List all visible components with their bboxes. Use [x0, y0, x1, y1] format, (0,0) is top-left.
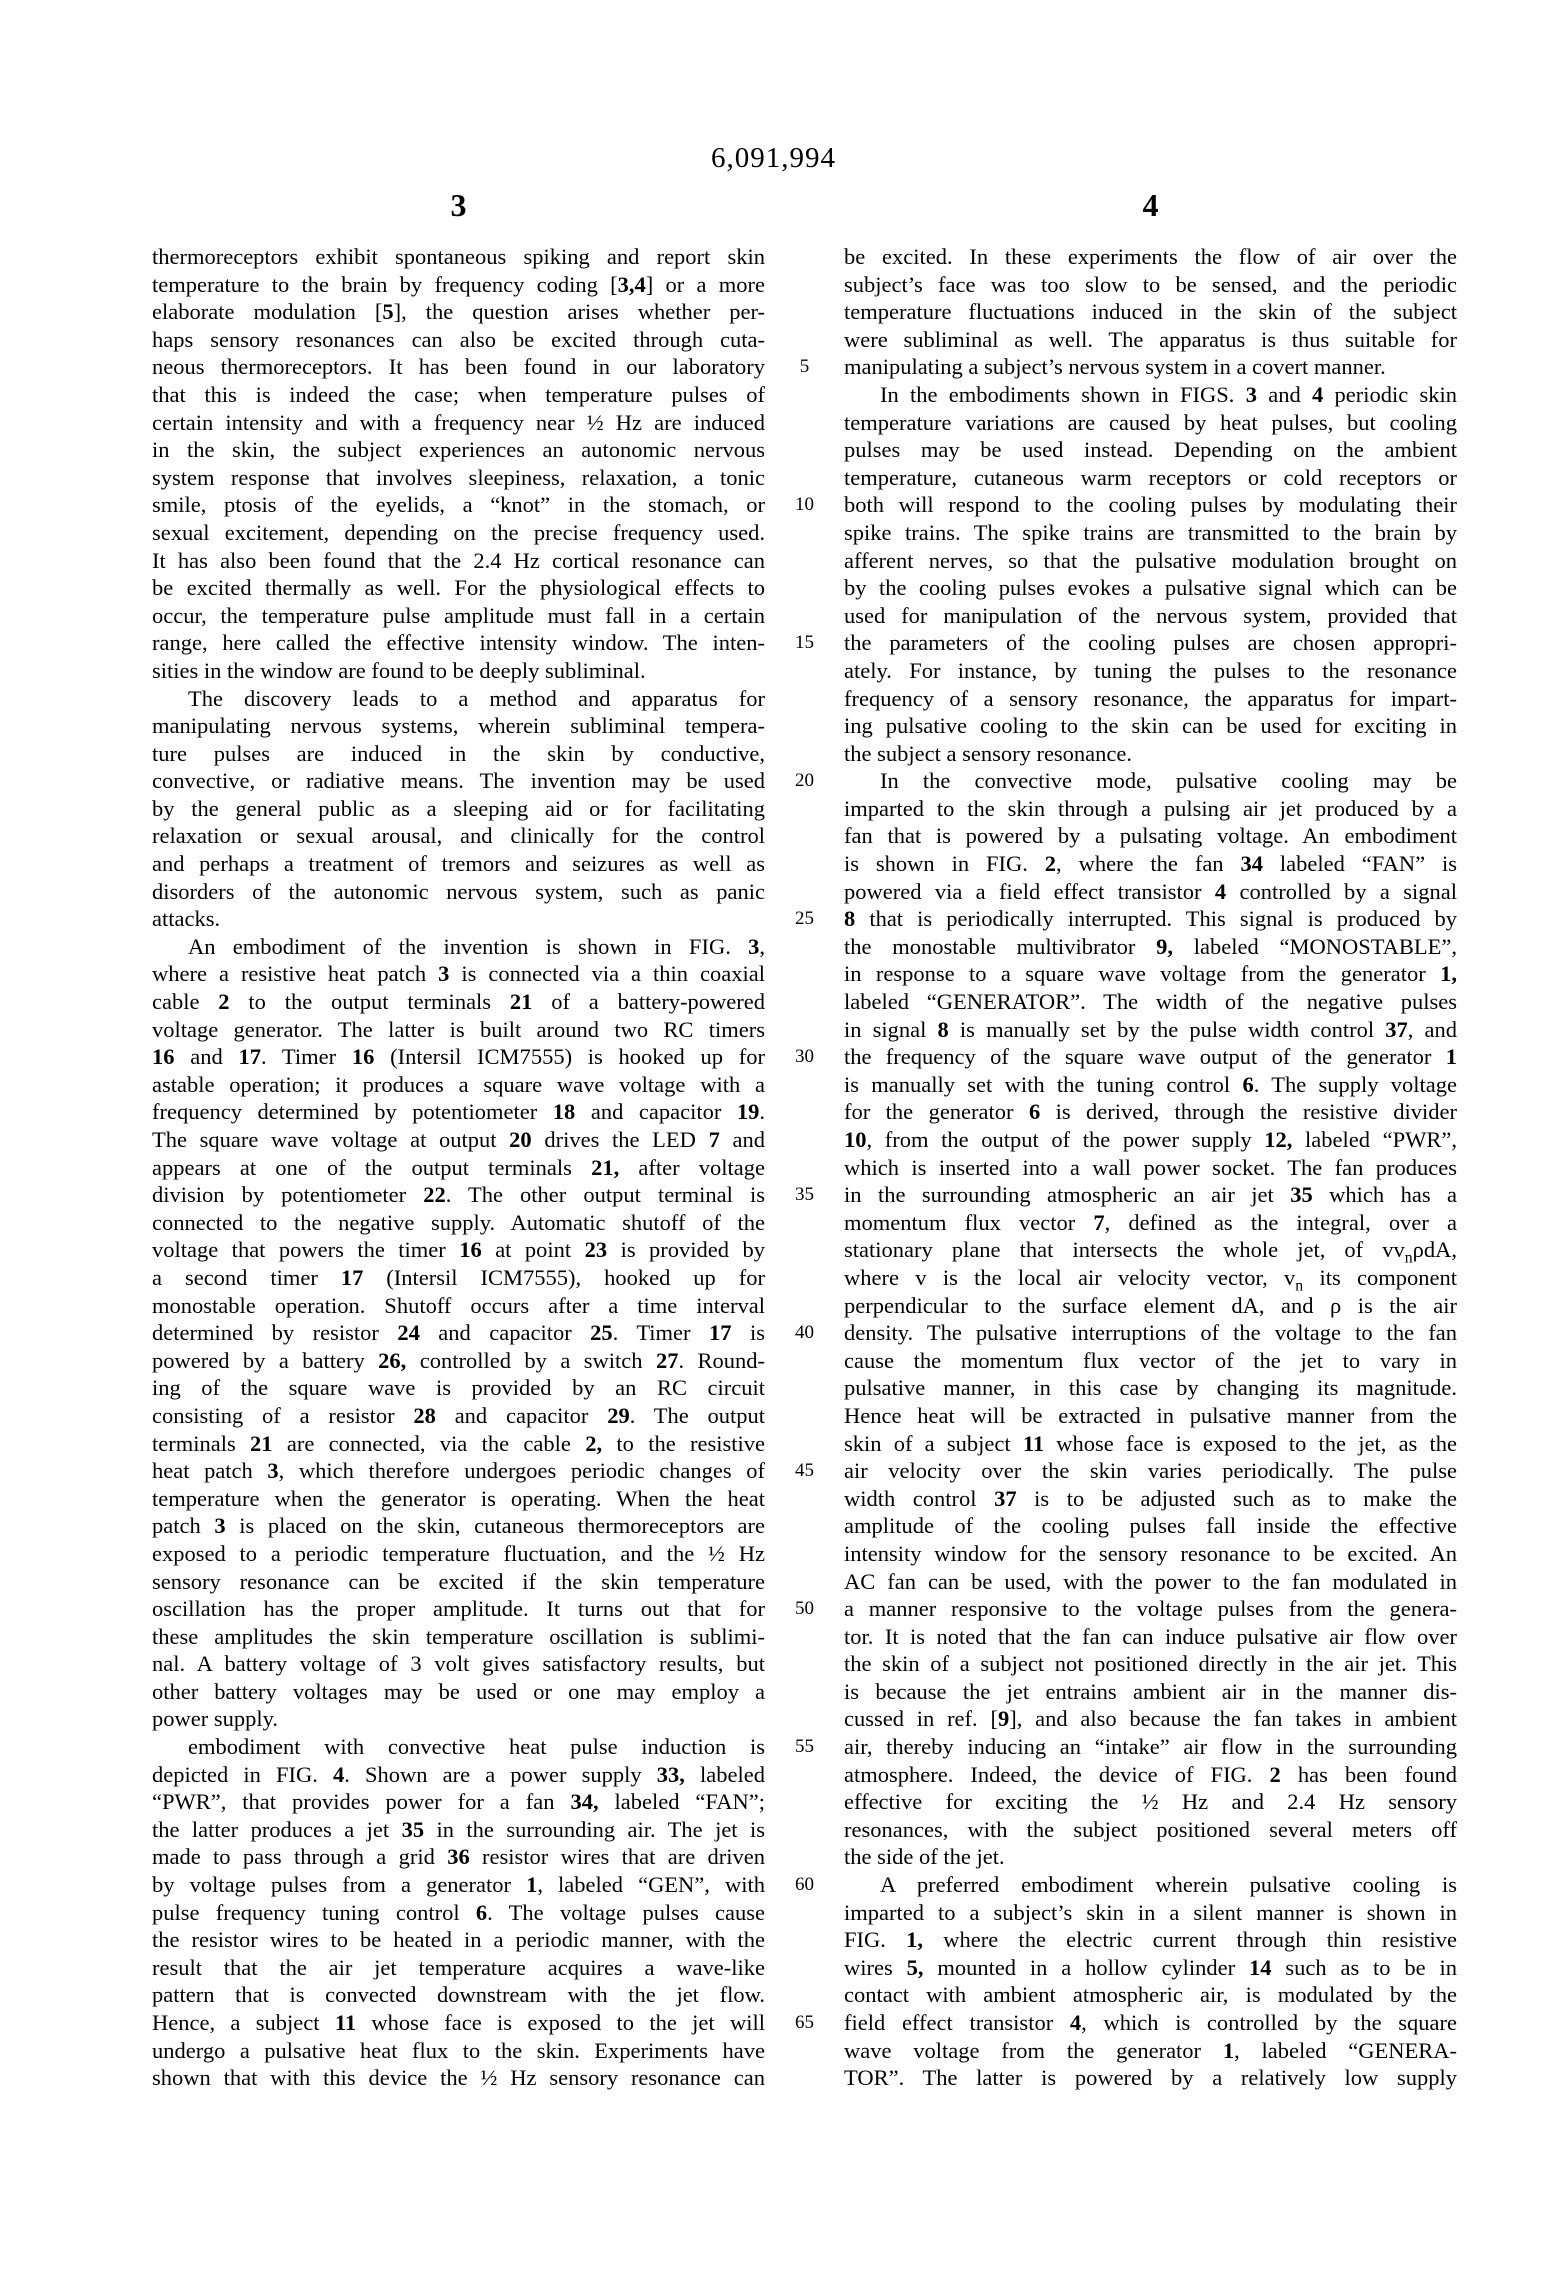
- text-line: momentum flux vector 7, defined as the integral, over a: [844, 1209, 1457, 1235]
- text-line: stationary plane that intersects the whole jet, of $vv_n\rho dA$,: [844, 1237, 1457, 1267]
- text-line: width control 37 is to be adjusted such as to make the: [844, 1485, 1457, 1511]
- text-line: air, thereby inducing an “intake” air flow in the surrounding: [844, 1734, 1457, 1760]
- text-line: powered by a battery 26, controlled by a switch 27. Round-: [152, 1347, 765, 1373]
- text-line: the frequency of the square wave output of the generator 1: [844, 1044, 1457, 1070]
- text-line: the latter produces a jet 35 in the surrounding air. The jet is: [152, 1816, 765, 1842]
- text-line: cause the momentum flux vector of the jet to vary in: [844, 1347, 1457, 1373]
- line-number: 55: [795, 1736, 814, 1758]
- line-number: 5: [799, 356, 810, 378]
- line-number-gutter: [765, 243, 844, 2092]
- text-line: FIG. 1, where the electric current through thin resistive: [844, 1927, 1457, 1953]
- page-content: [152, 187, 1457, 2092]
- text-line: the subject a sensory resonance.: [844, 740, 1133, 766]
- line-number: 40: [795, 1322, 814, 1344]
- text-line: attacks.: [152, 906, 221, 932]
- text-line: is manually set with the tuning control 6. The supply voltage: [844, 1071, 1457, 1097]
- text-line: frequency determined by potentiometer 18 and capacitor 19.: [152, 1099, 765, 1125]
- columns-row: [152, 243, 1457, 2092]
- text-line: cussed in ref. [9], and also because the fan takes in ambient: [844, 1706, 1457, 1732]
- text-line: 16 and 17. Timer 16 (Intersil ICM7555) is hooked up for: [152, 1044, 765, 1070]
- text-line: where v is the local air velocity vector, $v_n$ its component: [844, 1264, 1457, 1295]
- text-line: a manner responsive to the voltage pulses from the genera-: [844, 1596, 1457, 1622]
- text-line: tor. It is noted that the fan can induce pulsative air flow over: [844, 1623, 1457, 1649]
- text-line: powered via a field effect transistor 4 controlled by a signal: [844, 878, 1457, 904]
- text-line: both will respond to the cooling pulses by modulating their: [844, 492, 1457, 518]
- text-line: sensory resonance can be excited if the skin temperature: [152, 1568, 765, 1594]
- text-line: The square wave voltage at output 20 drives the LED 7 and: [152, 1127, 765, 1152]
- text-line: smile, ptosis of the eyelids, a “knot” in the stomach, or: [152, 492, 765, 518]
- text-line: wires 5, mounted in a hollow cylinder 14 such as to be in: [844, 1954, 1457, 1980]
- text-line: neous thermoreceptors. It has been found in our laboratory: [152, 354, 765, 380]
- text-line: pattern that is convected downstream with the jet flow.: [152, 1982, 765, 2008]
- text-line: labeled “GENERATOR”. The width of the negative pulses: [844, 989, 1457, 1015]
- text-line: determined by resistor 24 and capacitor 25. Timer 17 is: [152, 1320, 765, 1346]
- text-line: In the convective mode, pulsative cooling may be: [880, 768, 1457, 794]
- text-line: voltage that powers the timer 16 at point 23 is provided by: [152, 1237, 765, 1263]
- text-line: power supply.: [152, 1706, 279, 1732]
- text-line: temperature to the brain by frequency coding [3,4] or a more: [152, 271, 765, 297]
- text-line: monostable operation. Shutoff occurs after a time interval: [152, 1292, 765, 1318]
- text-line: 10, from the output of the power supply 12, labeled “PWR”,: [844, 1127, 1457, 1152]
- text-line: voltage generator. The latter is built around two RC timers: [152, 1016, 765, 1042]
- text-line: temperature fluctuations induced in the skin of the subject: [844, 299, 1457, 325]
- text-line: the side of the jet.: [844, 1844, 1005, 1870]
- text-line: which is inserted into a wall power socket. The fan produces: [844, 1154, 1457, 1180]
- text-line: imparted to a subject’s skin in a silent manner is shown in: [844, 1899, 1457, 1925]
- text-line: disorders of the autonomic nervous system, such as panic: [152, 878, 765, 904]
- text-line: skin of a subject 11 whose face is exposed to the jet, as the: [844, 1430, 1458, 1456]
- text-line: other battery voltages may be used or one may employ a: [152, 1678, 765, 1704]
- text-line: Hence heat will be extracted in pulsative manner from the: [844, 1402, 1457, 1428]
- text-line: division by potentiometer 22. The other output terminal is: [152, 1182, 765, 1208]
- text-line: in signal 8 is manually set by the pulse width control 37, and: [844, 1016, 1457, 1042]
- text-line: occur, the temperature pulse amplitude must fall in a certain: [152, 602, 765, 628]
- text-line: where a resistive heat patch 3 is connected via a thin coaxial: [152, 961, 765, 987]
- text-line: haps sensory resonances can also be excited through cuta-: [152, 326, 765, 352]
- text-line: It has also been found that the 2.4 Hz cortical resonance can: [152, 547, 765, 573]
- text-line: intensity window for the sensory resonance to be excited. An: [844, 1540, 1457, 1566]
- text-line: afferent nerves, so that the pulsative modulation brought on: [844, 547, 1457, 573]
- text-line: exposed to a periodic temperature fluctuation, and the ½ Hz: [152, 1540, 765, 1566]
- text-line: in the surrounding atmospheric an air jet 35 which has a: [844, 1182, 1457, 1208]
- text-line: the parameters of the cooling pulses are chosen appropri-: [844, 630, 1457, 656]
- text-line: temperature variations are caused by heat pulses, but cooling: [844, 409, 1457, 435]
- text-line: certain intensity and with a frequency near ½ Hz are induced: [152, 409, 765, 435]
- column-headers: [152, 187, 1457, 223]
- text-line: heat patch 3, which therefore undergoes periodic changes of: [152, 1458, 765, 1484]
- text-line: density. The pulsative interruptions of the voltage to the fan: [844, 1320, 1457, 1346]
- text-line: frequency of a sensory resonance, the apparatus for impart-: [844, 685, 1457, 711]
- text-line: elaborate modulation [5], the question arises whether per-: [152, 299, 765, 325]
- text-line: by the cooling pulses evokes a pulsative signal which can be: [844, 575, 1457, 601]
- line-number: 30: [795, 1046, 814, 1068]
- text-line: “PWR”, that provides power for a fan 34, labeled “FAN”;: [152, 1789, 765, 1815]
- text-line: relaxation or sexual arousal, and clinically for the control: [152, 823, 765, 849]
- text-line: effective for exciting the ½ Hz and 2.4 Hz sensory: [844, 1789, 1457, 1815]
- text-line: contact with ambient atmospheric air, is modulated by the: [844, 1982, 1457, 2008]
- line-number: 50: [795, 1598, 814, 1620]
- text-line: thermoreceptors exhibit spontaneous spiking and report skin: [152, 244, 765, 269]
- text-line: depicted in FIG. 4. Shown are a power supply 33, labeled: [152, 1761, 766, 1787]
- text-line: system response that involves sleepiness, relaxation, a tonic: [152, 464, 765, 490]
- text-line: terminals 21 are connected, via the cable 2, to the resistive: [152, 1430, 765, 1456]
- text-line: ing of the square wave is provided by an RC circuit: [152, 1375, 765, 1401]
- text-line: pulses may be used instead. Depending on the ambient: [844, 437, 1457, 463]
- text-line: sexual excitement, depending on the precise frequency used.: [152, 519, 765, 545]
- text-line: field effect transistor 4, which is controlled by the square: [844, 2010, 1457, 2035]
- text-line: A preferred embodiment wherein pulsative cooling is: [880, 1872, 1457, 1898]
- text-line: is shown in FIG. 2, where the fan 34 labeled “FAN” is: [844, 851, 1457, 877]
- text-line: temperature when the generator is operating. When the heat: [152, 1485, 765, 1511]
- text-line: the monostable multivibrator 9, labeled “MONOSTABLE”,: [844, 933, 1458, 959]
- text-line: result that the air jet temperature acquires a wave-like: [152, 1954, 765, 1980]
- text-line: AC fan can be used, with the power to the fan modulated in: [844, 1568, 1457, 1594]
- text-line: fan that is powered by a pulsating voltage. An embodiment: [844, 823, 1457, 849]
- text-line: ture pulses are induced in the skin by conductive,: [152, 740, 765, 766]
- line-number: 60: [795, 1874, 814, 1896]
- text-line: appears at one of the output terminals 21, after voltage: [152, 1154, 765, 1180]
- text-line: temperature, cutaneous warm receptors or cold receptors or: [844, 464, 1457, 490]
- text-line: the skin of a subject not positioned directly in the air jet. This: [844, 1651, 1457, 1677]
- text-line: consisting of a resistor 28 and capacitor 29. The output: [152, 1402, 766, 1428]
- text-line: shown that with this device the ½ Hz sensory resonance can: [152, 2065, 765, 2091]
- text-line: amplitude of the cooling pulses fall inside the effective: [844, 1513, 1457, 1539]
- text-line: connected to the negative supply. Automatic shutoff of the: [152, 1209, 765, 1235]
- right-column-text: [844, 243, 1457, 2092]
- text-line: imparted to the skin through a pulsing air jet produced by a: [844, 795, 1457, 821]
- text-line: oscillation has the proper amplitude. It turns out that for: [152, 1596, 765, 1622]
- column-number-left: 3: [450, 187, 467, 223]
- text-line: used for manipulation of the nervous system, provided that: [844, 602, 1457, 628]
- text-line: range, here called the effective intensity window. The inten-: [152, 630, 765, 656]
- text-line: resonances, with the subject positioned several meters off: [844, 1816, 1457, 1842]
- patent-number: 6,091,994: [711, 142, 836, 174]
- line-number: 20: [795, 770, 814, 792]
- text-line: perpendicular to the surface element dA, and ρ is the air: [844, 1292, 1457, 1318]
- text-line: manipulating nervous systems, wherein subliminal tempera-: [152, 713, 765, 739]
- text-line: a second timer 17 (Intersil ICM7555), hooked up for: [152, 1264, 765, 1290]
- text-line: pulse frequency tuning control 6. The voltage pulses cause: [152, 1899, 765, 1925]
- text-line: TOR”. The latter is powered by a relatively low supply: [844, 2065, 1457, 2091]
- line-number: 65: [795, 2012, 814, 2034]
- line-number: 10: [795, 494, 814, 516]
- text-line: these amplitudes the skin temperature oscillation is sublimi-: [152, 1623, 765, 1649]
- text-line: patch 3 is placed on the skin, cutaneous thermoreceptors are: [152, 1513, 765, 1539]
- text-line: and perhaps a treatment of tremors and seizures as well as: [152, 851, 765, 877]
- text-line: cable 2 to the output terminals 21 of a battery-powered: [152, 989, 766, 1015]
- text-line: ately. For instance, by tuning the pulses to the resonance: [844, 657, 1457, 683]
- text-line: that this is indeed the case; when temperature pulses of: [152, 381, 765, 407]
- text-line: ing pulsative cooling to the skin can be used for exciting in: [844, 713, 1457, 739]
- text-line: Hence, a subject 11 whose face is exposed to the jet will: [152, 2010, 765, 2035]
- text-line: were subliminal as well. The apparatus is thus suitable for: [844, 326, 1457, 352]
- text-line: wave voltage from the generator 1, labeled “GENERA-: [844, 2037, 1457, 2063]
- text-line: sities in the window are found to be deeply subliminal.: [152, 657, 646, 683]
- text-line: the resistor wires to be heated in a periodic manner, with the: [152, 1927, 765, 1953]
- text-line: pulsative manner, in this case by changing its magnitude.: [844, 1375, 1457, 1401]
- text-line: by voltage pulses from a generator 1, labeled “GEN”, with: [152, 1872, 765, 1898]
- text-line: astable operation; it produces a square wave voltage with a: [152, 1071, 765, 1097]
- line-number: 35: [795, 1184, 814, 1206]
- text-line: undergo a pulsative heat flux to the skin. Experiments have: [152, 2037, 765, 2063]
- text-line: In the embodiments shown in FIGS. 3 and 4 periodic skin: [880, 381, 1457, 407]
- text-line: air velocity over the skin varies periodically. The pulse: [844, 1458, 1457, 1484]
- text-line: by the general public as a sleeping aid or for facilitating: [152, 795, 765, 821]
- text-line: in response to a square wave voltage from the generator 1,: [844, 961, 1457, 987]
- text-line: in the skin, the subject experiences an autonomic nervous: [152, 437, 765, 463]
- left-column-text: [152, 243, 765, 2092]
- text-line: manipulating a subject’s nervous system in a covert manner.: [844, 354, 1386, 380]
- text-line: is because the jet entrains ambient air in the manner dis-: [844, 1678, 1457, 1704]
- text-line: for the generator 6 is derived, through the resistive divider: [844, 1099, 1458, 1125]
- text-line: An embodiment of the invention is shown in FIG. 3,: [188, 933, 765, 959]
- text-line: convective, or radiative means. The invention may be used: [152, 768, 765, 794]
- text-line: be excited. In these experiments the flow of air over the: [844, 244, 1457, 269]
- text-line: made to pass through a grid 36 resistor wires that are driven: [152, 1844, 765, 1870]
- text-line: The discovery leads to a method and apparatus for: [188, 685, 765, 711]
- line-number: 15: [795, 632, 814, 654]
- column-header-gap: [765, 187, 844, 223]
- line-number: 25: [795, 908, 814, 930]
- text-line: spike trains. The spike trains are transmitted to the brain by: [844, 519, 1457, 545]
- column-number-right: 4: [1142, 187, 1159, 223]
- text-line: embodiment with convective heat pulse induction is: [188, 1734, 765, 1760]
- text-line: be excited thermally as well. For the physiological effects to: [152, 575, 765, 601]
- line-number: 45: [795, 1460, 814, 1482]
- text-line: nal. A battery voltage of 3 volt gives satisfactory results, but: [152, 1651, 765, 1677]
- text-line: subject’s face was too slow to be sensed, and the periodic: [844, 271, 1457, 297]
- text-line: 8 that is periodically interrupted. This signal is produced by: [844, 906, 1457, 932]
- text-line: atmosphere. Indeed, the device of FIG. 2 has been found: [844, 1761, 1458, 1787]
